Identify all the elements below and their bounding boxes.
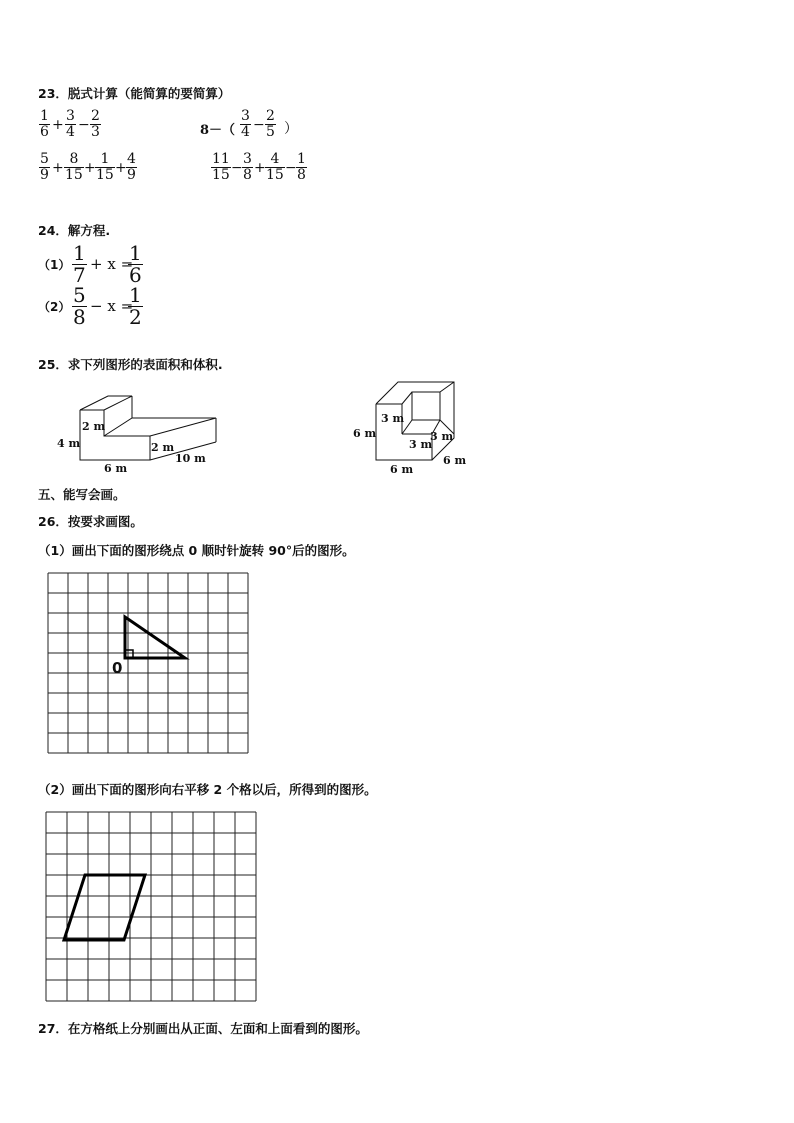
fraction: 1 2 [129, 283, 142, 329]
rotation-grid [45, 570, 251, 766]
q23-title: 23．脱式计算（能简算的要简算） [38, 86, 231, 101]
fraction: 2 5 [266, 108, 275, 140]
fraction: 3 8 [243, 151, 252, 183]
fraction: 4 15 [266, 151, 284, 183]
translation-grid [44, 810, 262, 1006]
fraction: 11 15 [212, 151, 230, 183]
q24-title: 24．解方程. [38, 223, 111, 238]
fraction: 3 4 [66, 108, 75, 140]
q26-title: 26．按要求画图。 [38, 514, 143, 529]
fraction: 5 8 [73, 283, 86, 329]
fraction: 1 6 [129, 241, 142, 287]
fraction: 1 8 [297, 151, 306, 183]
rotation-origin-label: 0 [112, 659, 123, 677]
q25-title: 25．求下列图形的表面积和体积. [38, 357, 223, 372]
fraction: 8 15 [65, 151, 83, 183]
q27-title: 27．在方格纸上分别画出从正面、左面和上面看到的图形。 [38, 1021, 368, 1036]
fraction: 3 4 [241, 108, 250, 140]
fraction: 2 3 [91, 108, 100, 140]
fraction: 1 7 [73, 241, 86, 287]
q26-part1-text: （1）画出下面的图形绕点 0 顺时针旋转 90°后的图形。 [38, 543, 355, 558]
fraction: 1 15 [96, 151, 114, 183]
q26-part2-text: （2）画出下面的图形向右平移 2 个格以后，所得到的图形。 [38, 782, 377, 797]
fraction: 5 9 [40, 151, 49, 183]
fraction: 4 9 [127, 151, 136, 183]
fraction: 1 6 [40, 108, 49, 140]
section-five-title: 五、能写会画。 [38, 487, 126, 502]
